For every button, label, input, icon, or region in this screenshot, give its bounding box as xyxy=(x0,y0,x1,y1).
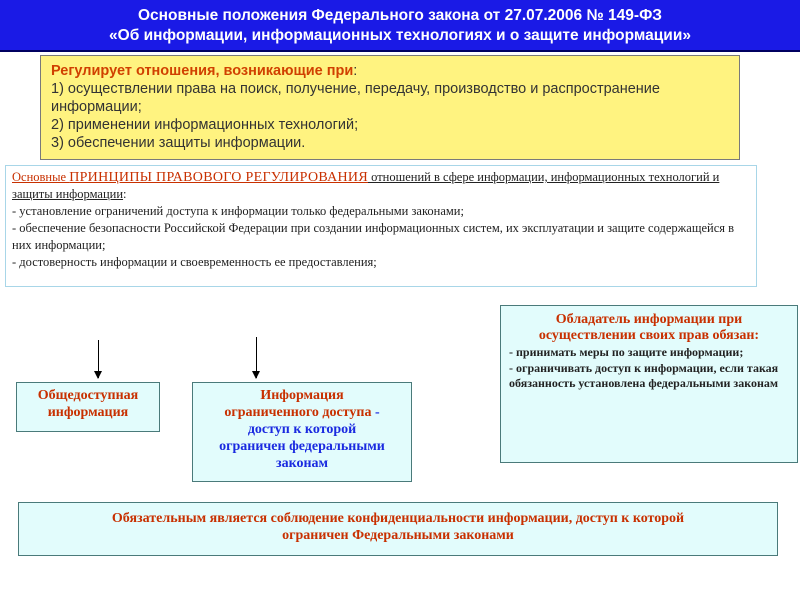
restricted-info-line-2 xyxy=(193,404,411,421)
regulates-item: 2) применении информационных технологий; xyxy=(51,117,359,133)
owner-duty-item: - ограничивать доступ к информации, если такая обязанность установлена федеральными законам xyxy=(509,361,779,390)
arrow-down-icon xyxy=(256,337,257,378)
principles-heading-rest: отношений в сфере информации, информационных технологий и защиты информации xyxy=(12,170,720,201)
principle-item: - установление ограничений доступа к информации только федеральными законами; xyxy=(12,204,464,218)
principles-heading xyxy=(12,169,750,203)
restricted-info-line-1: Информация xyxy=(260,388,344,403)
principles-heading-colon: : xyxy=(123,187,127,201)
regulates-lead xyxy=(51,62,729,80)
regulates-lead-colon: : xyxy=(353,63,358,79)
title-line-1: Основные положения Федерального закона от 27.07.2006 № 149-ФЗ xyxy=(137,7,663,24)
public-info-line-2: информация xyxy=(47,405,129,420)
regulates-item: 3) обеспечении защиты информации. xyxy=(51,135,306,151)
restricted-info-line-3: доступ к которой xyxy=(247,422,357,437)
confidentiality-line-1: Обязательным является соблюдение конфиденциальности информации, доступ к которой xyxy=(111,511,685,526)
regulates-lead-text: Регулирует отношения, возникающие при xyxy=(51,63,354,79)
restricted-info-box xyxy=(192,382,412,482)
arrow-down-icon xyxy=(98,340,99,378)
owner-duties-title: Обладатель информации при осуществлении своих прав обязан: xyxy=(538,312,760,343)
owner-duties-box xyxy=(500,305,798,463)
principle-item: - обеспечение безопасности Российской Федерации при создании информационных систем, их эксплуатации и защите содержащейся в них информации; xyxy=(12,221,735,252)
title-line-2: «Об информации, информационных технологиях и о защите информации» xyxy=(109,27,691,44)
regulates-item: 1) осуществлении права на поиск, получение, передачу, производство и распространение информации; xyxy=(51,81,660,115)
principle-item: - достоверность информации и своевременность ее предоставления; xyxy=(12,255,377,269)
principles-heading-prefix: Основные xyxy=(12,170,70,184)
public-info-box xyxy=(16,382,160,432)
title-bar xyxy=(0,0,800,52)
confidentiality-box xyxy=(18,502,778,556)
public-info-line-1: Общедоступная xyxy=(37,388,139,403)
restricted-info-term: ограниченного доступа xyxy=(224,405,372,420)
restricted-info-dash: - xyxy=(371,405,380,420)
confidentiality-line-2: ограничен Федеральными законами xyxy=(282,528,514,543)
restricted-info-line-5: законам xyxy=(275,456,329,471)
regulates-box xyxy=(40,55,740,160)
owner-duty-item: - принимать меры по защите информации; xyxy=(509,345,744,359)
restricted-info-line-4: ограничен федеральными xyxy=(219,439,385,454)
principles-heading-emph: ПРИНЦИПЫ ПРАВОВОГО РЕГУЛИРОВАНИЯ xyxy=(69,170,368,185)
principles-box xyxy=(5,165,757,287)
